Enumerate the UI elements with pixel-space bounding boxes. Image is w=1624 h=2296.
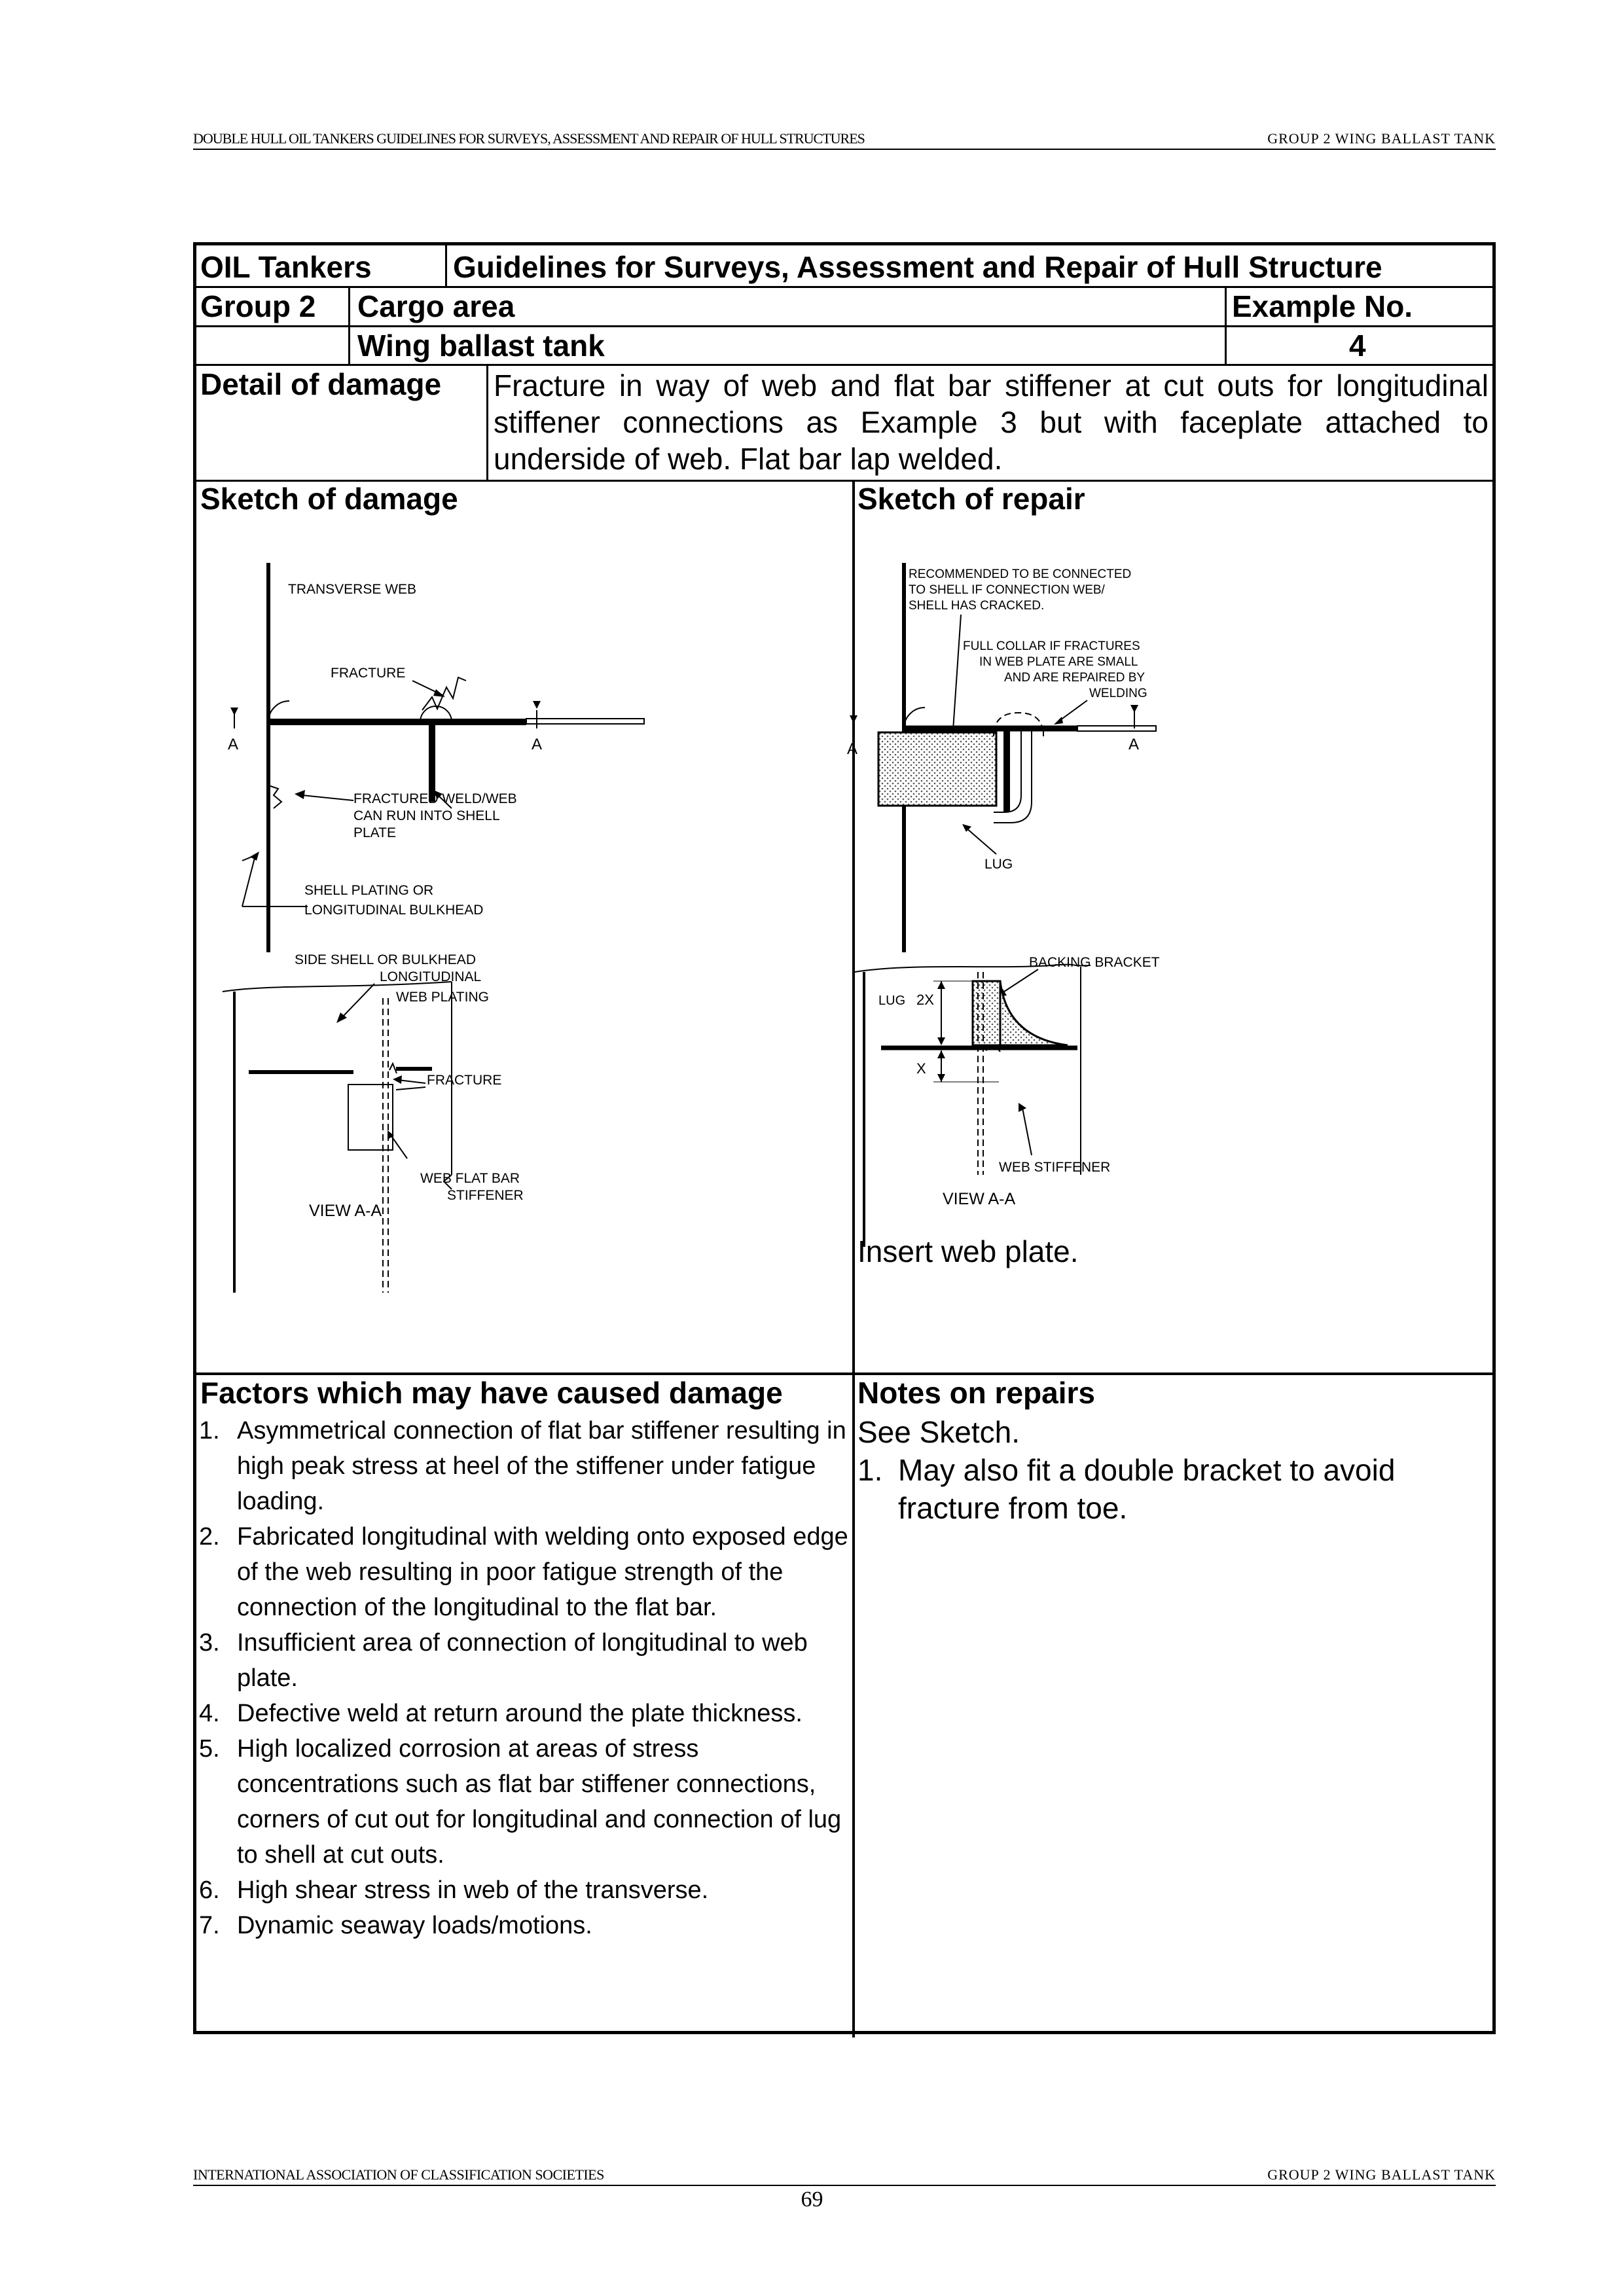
factor-number: 5. (199, 1735, 220, 1763)
factor-number: 7. (199, 1912, 220, 1939)
notes-label: Notes on repairs (857, 1376, 1095, 1410)
damage-example-table (193, 242, 1496, 2034)
label-recommended-3: SHELL HAS CRACKED. (909, 599, 1045, 613)
label-web-flat-bar-2: STIFFENER (447, 1188, 524, 1203)
header-right: GROUP 2 WING BALLAST TANK (1267, 130, 1496, 147)
label-fracture: FRACTURE (331, 666, 406, 681)
detail-text: Fracture in way of web and flat bar stiffener at cut outs for longitudinal stiffener connections as Example 3 but with faceplate attached to underside of web. Flat bar lap welded. (494, 368, 1489, 476)
factors-list (196, 1413, 848, 1943)
footer-left: INTERNATIONAL ASSOCIATION OF CLASSIFICATION SOCIETIES (193, 2166, 604, 2183)
factor-text: Insufficient area of connection of longitudinal to web plate. (237, 1629, 808, 1692)
factor-item (196, 1519, 848, 1625)
factor-item (196, 1413, 848, 1519)
factor-item (196, 1731, 848, 1873)
factor-number: 2. (199, 1523, 220, 1551)
label-collar-2: IN WEB PLATE ARE SMALL (979, 655, 1138, 669)
guideline-title: Guidelines for Surveys, Assessment and Repair of Hull Structure (453, 250, 1382, 284)
label-dim-x: X (916, 1060, 926, 1077)
label-repair-section-a-left: A (847, 740, 858, 758)
label-web-flat-bar-1: WEB FLAT BAR (420, 1171, 520, 1186)
damage-sketch (196, 520, 851, 1371)
label-fractured-weld-3: PLATE (353, 825, 396, 840)
factor-item (196, 1696, 848, 1731)
factor-number: 4. (199, 1700, 220, 1727)
location-label: Wing ballast tank (357, 329, 605, 363)
running-footer (193, 2165, 1496, 2186)
label-web-plating: WEB PLATING (396, 990, 489, 1005)
factor-number: 1. (199, 1417, 220, 1444)
detail-label: Detail of damage (200, 367, 442, 401)
factor-text: Asymmetrical connection of flat bar stiffener resulting in high peak stress at heel of the stiffener under fatigue loading. (237, 1417, 846, 1515)
label-collar-4: WELDING (1089, 687, 1147, 700)
factor-text: Fabricated longitudinal with welding onto exposed edge of the web resulting in poor fatigue strength of the connection of the longitudinal to the flat bar. (237, 1523, 848, 1621)
sketch-repair-label: Sketch of repair (857, 482, 1085, 516)
factor-text: High localized corrosion at areas of stress concentrations such as flat bar stiffener connections, corners of cut out for longitudinal and connection of lug to shell at cut outs. (237, 1735, 842, 1869)
label-repair-section-a-right: A (1128, 736, 1140, 753)
label-shell-2: LONGITUDINAL BULKHEAD (304, 903, 484, 918)
label-collar-3: AND ARE REPAIRED BY (1004, 671, 1146, 685)
label-fractured-weld-1: FRACTURED WELD/WEB (353, 791, 517, 806)
factor-text: Dynamic seaway loads/motions. (237, 1912, 592, 1939)
notes-intro: See Sketch. (857, 1415, 1020, 1449)
factor-item (196, 1908, 848, 1943)
header-left: DOUBLE HULL OIL TANKERS GUIDELINES FOR SURVEYS, ASSESSMENT AND REPAIR OF HULL STRUCTURES (193, 130, 865, 147)
label-collar-1: FULL COLLAR IF FRACTURES (963, 639, 1140, 653)
note-item (857, 1451, 1486, 1527)
notes-list (857, 1413, 1486, 1527)
factor-text: High shear stress in web of the transverse. (237, 1876, 709, 1904)
label-transverse-web: TRANSVERSE WEB (288, 582, 417, 597)
group-label: Group 2 (200, 289, 316, 323)
label-view-aa: VIEW A-A (309, 1202, 382, 1220)
factors-label: Factors which may have caused damage (200, 1376, 783, 1410)
label-shell-1: SHELL PLATING OR (304, 883, 434, 898)
ship-type: OIL Tankers (200, 250, 372, 284)
factor-text: Defective weld at return around the plate thickness. (237, 1700, 803, 1727)
label-side-shell-1: SIDE SHELL OR BULKHEAD (295, 952, 476, 967)
sketch-damage-label: Sketch of damage (200, 482, 458, 516)
label-fractured-weld-2: CAN RUN INTO SHELL (353, 808, 500, 823)
note-text: May also fit a double bracket to avoid fracture from toe. (898, 1453, 1396, 1525)
label-lug: LUG (984, 857, 1013, 872)
area-label: Cargo area (357, 289, 515, 323)
example-number: 4 (1349, 329, 1366, 363)
label-section-a-left: A (228, 736, 239, 753)
repair-caption: Insert web plate. (857, 1234, 1079, 1268)
label-repair-view-aa: VIEW A-A (943, 1190, 1016, 1208)
label-side-shell-2: LONGITUDINAL (380, 969, 482, 984)
label-section-a-right: A (532, 736, 543, 753)
running-header (193, 129, 1496, 150)
example-label: Example No. (1232, 289, 1413, 323)
note-number: 1. (857, 1453, 883, 1487)
label-backing-bracket: BACKING BRACKET (1029, 955, 1160, 970)
label-recommended-2: TO SHELL IF CONNECTION WEB/ (909, 583, 1105, 597)
factor-item (196, 1873, 848, 1908)
label-dim-2x: 2X (916, 992, 934, 1008)
label-lug-view: LUG (878, 994, 906, 1008)
label-recommended-1: RECOMMENDED TO BE CONNECTED (909, 567, 1132, 581)
footer-right: GROUP 2 WING BALLAST TANK (1267, 2166, 1496, 2183)
label-web-stiffener: WEB STIFFENER (999, 1160, 1111, 1175)
page-number: 69 (801, 2187, 823, 2212)
factor-number: 3. (199, 1629, 220, 1657)
factor-item (196, 1625, 848, 1696)
factor-number: 6. (199, 1876, 220, 1904)
label-fracture-view: FRACTURE (427, 1073, 502, 1088)
